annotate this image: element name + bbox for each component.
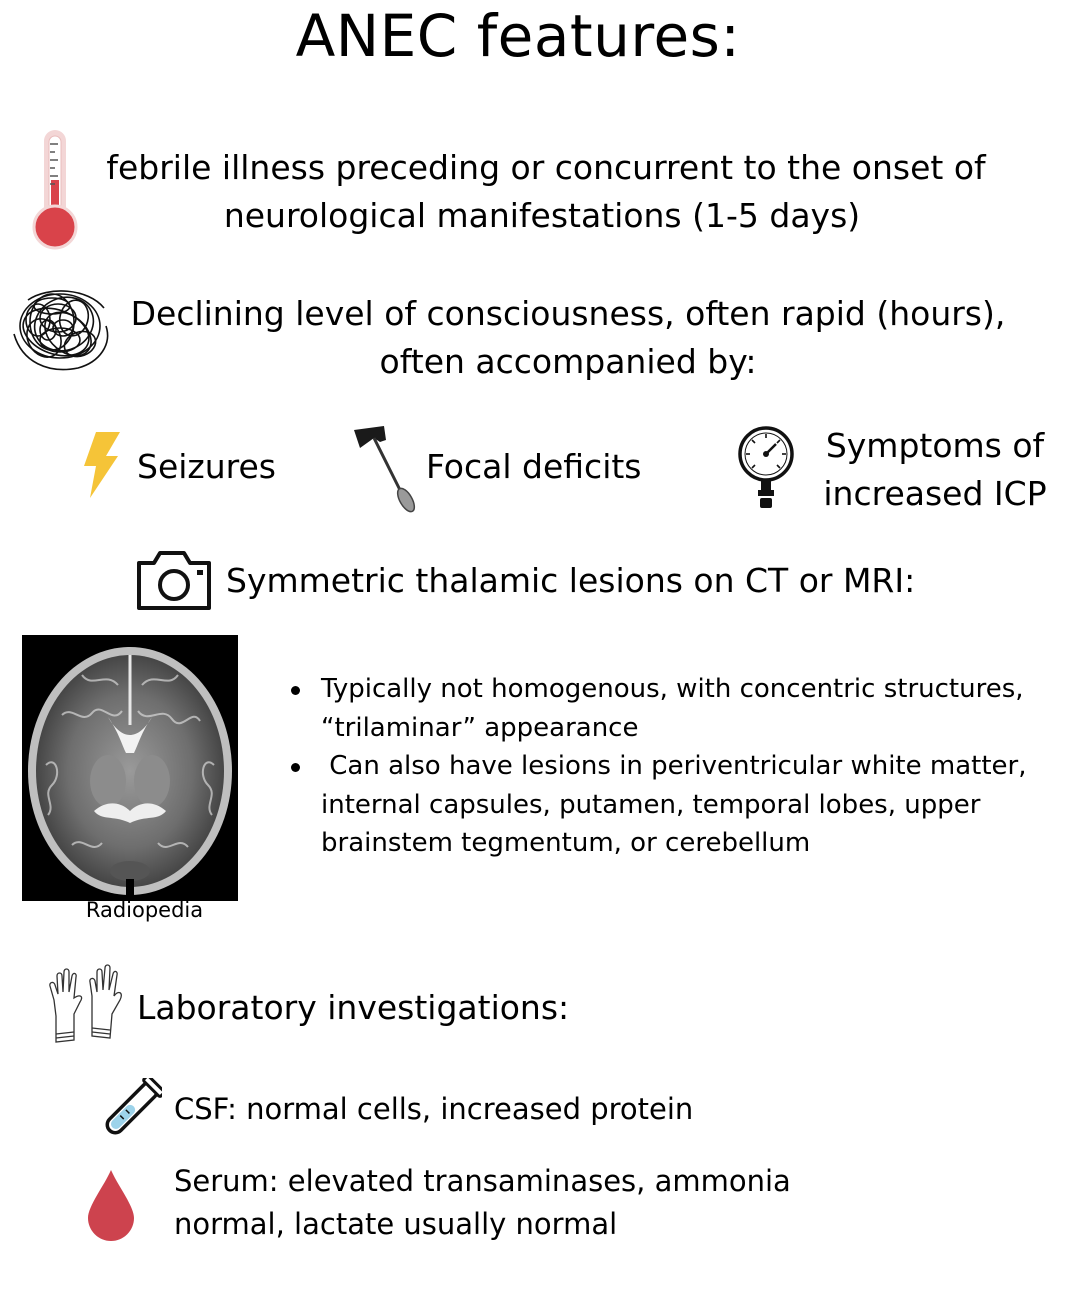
gloves-icon bbox=[46, 962, 126, 1048]
bullet-line: Typically not homogenous, with concentric structures, bbox=[321, 674, 1024, 704]
page-title: ANEC features: bbox=[295, 2, 741, 70]
consciousness-text-line2: often accompanied by: bbox=[379, 342, 757, 381]
seizures-label: Seizures bbox=[137, 447, 276, 486]
blood-drop-icon bbox=[86, 1168, 136, 1242]
lightning-bolt-icon bbox=[82, 432, 122, 498]
fever-text-line1: febrile illness preceding or concurrent to the onset of bbox=[106, 148, 986, 187]
bullet-dot bbox=[291, 686, 300, 695]
brain-mri-image bbox=[22, 635, 238, 901]
reflex-hammer-icon bbox=[350, 424, 422, 514]
thermometer-icon bbox=[28, 128, 84, 250]
bullet-line: brainstem tegmentum, or cerebellum bbox=[321, 828, 811, 858]
csf-text: CSF: normal cells, increased protein bbox=[174, 1092, 694, 1126]
image-caption: Radiopedia bbox=[85, 898, 204, 922]
serum-text-line1: Serum: elevated transaminases, ammonia bbox=[174, 1164, 791, 1198]
serum-text bbox=[174, 1160, 791, 1246]
camera-icon bbox=[136, 549, 212, 611]
test-tube-icon bbox=[94, 1078, 162, 1146]
bullet-item bbox=[288, 670, 1063, 747]
scribble-icon bbox=[8, 282, 116, 378]
consciousness-text-line1: Declining level of consciousness, often rapid (hours), bbox=[130, 294, 1006, 333]
fever-text-line2: neurological manifestations (1-5 days) bbox=[223, 196, 861, 235]
imaging-bullets bbox=[288, 670, 1063, 863]
labs-heading: Laboratory investigations: bbox=[137, 988, 570, 1027]
icp-label-line1: Symptoms of bbox=[825, 426, 1045, 465]
bullet-dot bbox=[291, 763, 300, 772]
pressure-gauge-icon bbox=[736, 422, 796, 512]
focal-deficits-label: Focal deficits bbox=[426, 447, 642, 486]
bullet-item bbox=[288, 747, 1063, 863]
bullet-line: Can also have lesions in periventricular white matter, bbox=[321, 751, 1027, 781]
icp-label-line2: increased ICP bbox=[823, 474, 1047, 513]
imaging-heading: Symmetric thalamic lesions on CT or MRI: bbox=[226, 561, 916, 600]
bullet-line: internal capsules, putamen, temporal lobes, upper bbox=[321, 789, 981, 820]
icp-label bbox=[812, 422, 1058, 518]
bullet-line: “trilaminar” appearance bbox=[321, 712, 639, 743]
serum-text-line2: normal, lactate usually normal bbox=[174, 1207, 618, 1241]
